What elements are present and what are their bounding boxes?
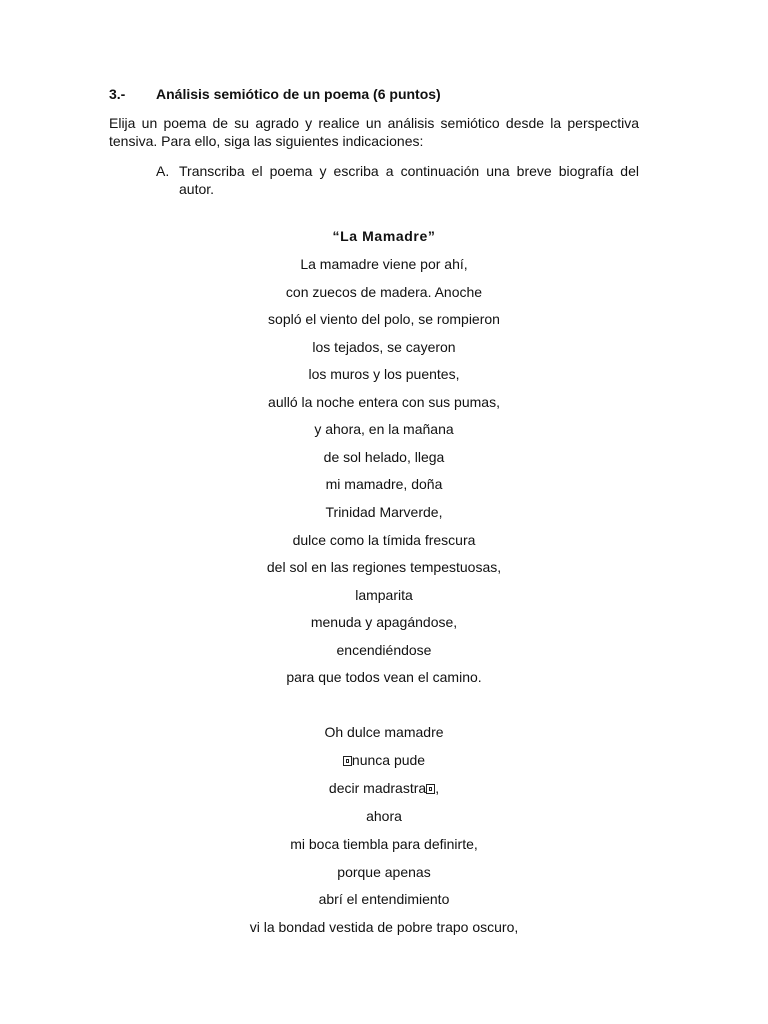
section-title: Análisis semiótico de un poema (6 puntos) [156,86,441,102]
poem-verse: vi la bondad vestida de pobre trapo oscuro, [249,919,519,935]
poem-verse-text: decir madrastra [328,780,427,796]
poem-verse [0,752,768,768]
poem-verse: lamparita [355,587,413,603]
poem-verse: los tejados, se cayeron [312,339,456,355]
missing-glyph-icon [426,784,435,794]
missing-glyph-icon [343,756,352,766]
section-number: 3.- [109,86,126,102]
poem-verse: La mamadre viene por ahí, [300,256,468,272]
poem-verse-text: , [435,780,440,796]
instructions-line: tensiva. Para ello, siga las siguientes indicaciones: [109,133,424,149]
poem-verse: aulló la noche entera con sus pumas, [268,394,500,410]
instructions-paragraph [109,114,639,150]
poem-verse: y ahora, en la mañana [314,421,454,437]
section-heading [109,86,441,102]
poem-verse [0,780,768,796]
poem-verse: mi mamadre, doña [325,476,443,492]
poem-verse: sopló el viento del polo, se rompieron [268,311,500,327]
list-item-a [156,162,639,198]
poem-verse: porque apenas [337,864,431,880]
poem-verse: encendiéndose [336,642,432,658]
poem-verse: dulce como la tímida frescura [292,532,476,548]
poem-title: “La Mamadre” [332,228,436,244]
poem-verse: menuda y apagándose, [310,614,458,630]
poem-verse: con zuecos de madera. Anoche [285,284,483,300]
list-item-text [179,162,639,198]
poem-verse: abrí el entendimiento [318,891,450,907]
poem-verse-text: nunca pude [351,752,426,768]
list-marker: A. [156,163,170,179]
poem-verse: Oh dulce mamadre [324,724,444,740]
poem-verse: Trinidad Marverde, [325,504,443,520]
poem-verse: mi boca tiembla para definirte, [290,836,478,852]
list-item-line: autor. [179,181,215,197]
instructions-line: Elija un poema de su agrado y realice un análisis semiótico desde la perspectiva [109,115,639,131]
poem-verse: del sol en las regiones tempestuosas, [266,559,502,575]
poem-verse: los muros y los puentes, [308,366,460,382]
poem-verse: ahora [366,808,402,824]
list-item-line: Transcriba el poema y escriba a continuación una breve biografía del [179,163,639,179]
poem-verse: de sol helado, llega [323,449,445,465]
poem-verse: para que todos vean el camino. [286,669,482,685]
